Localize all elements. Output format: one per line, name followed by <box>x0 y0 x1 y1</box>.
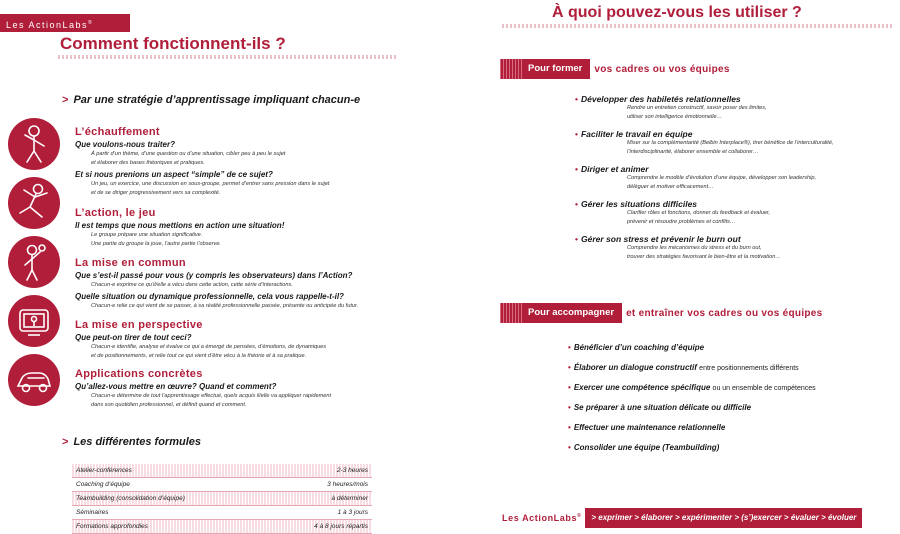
list-item: • Diriger et animer Comprendre le modèle d’évolution d’une équipe, développer son leadership, déléguer et motiver efficacement… <box>575 164 817 190</box>
brand-tag-name: Les ActionLabs <box>6 20 89 30</box>
list-item: • Se préparer à une situation délicate ou difficile <box>568 403 752 412</box>
car-icon <box>8 354 60 406</box>
strategy-heading: > Par une stratégie d’apprentissage impliquant chacun-e <box>62 94 361 106</box>
strategy-heading-text: Par une stratégie d’apprentissage impliquant chacun-e <box>73 94 361 106</box>
jumping-figure-icon <box>8 177 60 229</box>
list-item: • Gérer les situations difficiles Clarifier rôles et fonctions, donner du feedback et évaluer, prévenir et résoudre problèmes et conflits… <box>575 199 771 225</box>
section-answer: À partir d’un thème, d’une question ou d’une situation, cibler peu à peu le sujet et élaborer des bases théoriques et pratiques. <box>91 151 286 166</box>
section-question: Que s’est-il passé pour vous (y compris les observateurs) dans l’Action? <box>75 271 353 280</box>
list-item: • Élaborer un dialogue constructif entre positionnements différents <box>568 363 799 372</box>
section-title: La mise en perspective <box>75 319 203 331</box>
table-row: Coaching d’équipe 3 heures/mois <box>72 478 372 492</box>
stick-figure-icon <box>8 118 60 170</box>
section-question: Il est temps que nous mettions en action une situation! <box>75 221 285 230</box>
list-item: • Gérer son stress et prévenir le burn out Comprendre les mécanismes du stress et du burn out, trouver des stratégies favorisant le bien-être et la motivation… <box>575 234 781 260</box>
section-mise-en-perspective <box>75 319 445 363</box>
right-page-title: À quoi pouvez-vous les utiliser ? <box>552 4 802 21</box>
footer-steps: > exprimer > élaborer > expérimenter > (s’)exercer > évaluer > évoluer <box>585 508 862 528</box>
formules-heading: > Les différentes formules <box>62 436 201 448</box>
footer-brand: Les ActionLabs® <box>502 513 582 523</box>
formules-table <box>72 464 372 534</box>
form-list <box>575 94 895 269</box>
figure-with-flower-icon <box>8 236 60 288</box>
list-item: • Consolider une équipe (Teambuilding) <box>568 443 720 452</box>
table-row: Atelier-conférences 2-3 heures <box>72 464 372 478</box>
left-page-title: Comment fonctionnent-ils ? <box>60 34 286 53</box>
list-item: • Exercer une compétence spécifique ou un ensemble de compétences <box>568 383 816 392</box>
section-title: La mise en commun <box>75 257 186 269</box>
table-row: Teambuilding (consolidation d’équipe) à déterminer <box>72 492 372 506</box>
section-title: Applications concrètes <box>75 368 203 380</box>
list-item: • Faciliter le travail en équipe Miser sur la complémentarité (Belbin Interplace®), tirer bénéfice de l’interculturalité, l’interdisciplinarité, élaborer ensemble et collaborer… <box>575 129 834 155</box>
band-text: vos cadres ou vos équipes <box>594 63 730 75</box>
section-question: Que voulons-nous traiter? <box>75 140 176 149</box>
section-answer: Chacun-e relie ce qui vient de se passer, à sa réalité professionnelle passée, présente ou anticipée du futur. <box>91 303 359 309</box>
section-echauffement <box>75 126 445 200</box>
section-answer: Chacun-e identifie, analyse et évalue ce qui a émergé de pensées, d’émotions, de dynamiques et de positionnements, et relie tout ce qui vient d’être vécu à la théorie et à sa pratique. <box>91 344 327 359</box>
section-title: L’échauffement <box>75 126 160 138</box>
section-question: Que peut-on tirer de tout ceci? <box>75 333 192 342</box>
band-label: Pour accompagner <box>500 303 622 323</box>
brand-tag <box>0 14 130 32</box>
section-answer: Chacun-e exprime ce qu’il/elle a vécu dans cette action, cette série d’interactions. <box>91 282 293 288</box>
title-underline <box>502 24 894 28</box>
accompany-list <box>568 343 898 463</box>
list-item: • Développer des habiletés relationnelles Rendre un entretien constructif, savoir poser des limites, utiliser son intelligence émotionnelle… <box>575 94 767 120</box>
section-answer: Un jeu, un exercice, une discussion en sous-groupe, permet d’entrer sans pression dans le sujet et de se diriger progressivement vers sa complexité. <box>91 181 330 196</box>
band-text: et entraîner vos cadres ou vos équipes <box>626 307 823 319</box>
footer <box>502 508 862 528</box>
band-pour-former <box>500 59 730 79</box>
section-question: Quelle situation ou dynamique professionnelle, cela vous rappelle-t-il? <box>75 292 344 301</box>
section-title: L’action, le jeu <box>75 207 156 219</box>
section-question: Qu’allez-vous mettre en œuvre? Quand et comment? <box>75 382 277 391</box>
section-answer: Le groupe prépare une situation significative. Une partie du groupe la joue, l’autre partie l’observe. <box>91 232 221 247</box>
band-pour-accompagner <box>500 303 823 323</box>
section-applications-concretes <box>75 368 445 412</box>
section-answer: Chacun-e détermine de tout l’apprentissage effectué, quels acquis il/elle va appliquer rapidement dans son quotidien professionnel, et définit quand et comment. <box>91 393 332 408</box>
table-row: Formations approfondies 4 à 8 jours répartis <box>72 520 372 534</box>
table-row: Séminaires 1 à 3 jours <box>72 506 372 520</box>
section-mise-en-commun <box>75 257 445 313</box>
section-question: Et si nous prenions un aspect “simple” de ce sujet? <box>75 170 273 179</box>
formules-heading-text: Les différentes formules <box>73 436 201 448</box>
tv-screen-icon <box>8 295 60 347</box>
section-action-jeu <box>75 207 445 251</box>
list-item: • Bénéficier d’un coaching d’équipe <box>568 343 705 352</box>
band-label: Pour former <box>500 59 590 79</box>
title-underline <box>58 55 398 59</box>
brand-tag-mark: ® <box>88 20 94 26</box>
list-item: • Effectuer une maintenance relationnelle <box>568 423 726 432</box>
